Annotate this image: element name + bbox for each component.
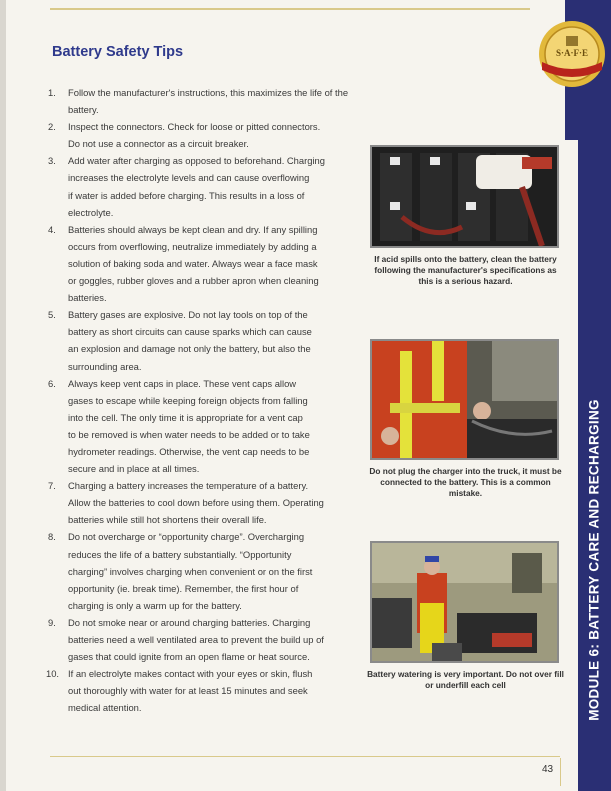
tip-text-line: hydrometer readings. Otherwise, the vent cap needs to be — [68, 445, 310, 457]
tips-list — [48, 84, 366, 716]
tip-number: 2. — [48, 121, 56, 133]
tip-text-line: Batteries should always be kept clean and dry. If any spilling — [68, 223, 318, 235]
tip-item — [48, 118, 366, 152]
tip-text-line: Always keep vent caps in place. These vent caps allow — [68, 377, 297, 389]
tip-text-line: medical attention. — [68, 702, 142, 714]
tip-item — [48, 221, 366, 306]
tip-number: 1. — [48, 87, 56, 98]
tip-number: 8. — [48, 531, 56, 543]
page-edge — [0, 0, 6, 791]
tip-text-line: Charging a battery increases the temperature of a battery. — [68, 480, 309, 492]
tip-number: 6. — [48, 377, 56, 389]
tip-text-line: batteries need a well ventilated area to prevent the build up of — [68, 634, 324, 645]
caption-battery-watering: Battery watering is very important. Do not over fill or underfill each cell — [367, 669, 564, 690]
tip-text-line: gases to escape while keeping foreign objects from falling — [68, 394, 308, 406]
tip-text-line: surrounding area. — [68, 360, 142, 372]
tip-item — [48, 375, 366, 478]
module-label: MODULE 6: BATTERY CARE AND RECHARGING — [586, 399, 602, 721]
tip-text-line: occurs from overflowing, neutralize immediately by adding a — [68, 240, 317, 252]
tip-text-line: charging is only a warm up for the battery. — [68, 599, 242, 611]
caption-acid-spill: If acid spills onto the battery, clean the battery following the manufacturer's specifications as this is a serious hazard. — [374, 254, 557, 286]
tip-text-line: increases the electrolyte levels and can cause overflowing — [68, 172, 310, 184]
tip-text-line: into the cell. The only time it is appropriate for a vent cap — [68, 411, 303, 423]
top-rule — [50, 8, 530, 10]
tip-text-line: solution of baking soda and water. Always wear a face mask — [68, 257, 318, 269]
tip-text-line: reduces the life of a battery substantially. “Opportunity — [68, 548, 292, 560]
caption-charger-plug: Do not plug the charger into the truck, it must be connected to the battery. This is a common mistake. — [369, 466, 562, 498]
photo-acid-spill — [370, 145, 559, 248]
page-number-rule — [560, 758, 561, 786]
tip-item — [48, 614, 366, 665]
bottom-rule — [50, 756, 560, 757]
tip-text-line: electrolyte. — [68, 206, 114, 218]
tip-text-line: charging” involves charging when convenient or on the first — [68, 565, 313, 577]
tip-text-line: out thoroughly with water for at least 15 minutes and seek — [68, 685, 308, 697]
page-title: Battery Safety Tips — [52, 44, 184, 60]
tip-text-line: Do not smoke near or around charging batteries. Charging — [68, 616, 311, 628]
tip-text-line: Inspect the connectors. Check for loose or pitted connectors. — [68, 121, 321, 133]
tip-text-line: batteries while still hot shortens their overall life. — [68, 514, 267, 526]
tip-text-line: secure and in place at all times. — [68, 463, 200, 475]
page-number: 43 — [542, 764, 554, 775]
safe-seal-logo — [536, 18, 608, 90]
tip-item — [48, 665, 366, 716]
tip-text-line: Follow the manufacturer's instructions, this maximizes the life of the battery. — [68, 87, 349, 116]
tip-number: 3. — [48, 155, 56, 167]
seal-text: S·A·F·E — [555, 48, 589, 58]
tip-text-line: Battery gases are explosive. Do not lay tools on top of the — [68, 309, 308, 321]
tip-text-line: opportunity (ie. break time). Remember, the first hour of — [68, 582, 299, 594]
tip-text-line: battery as short circuits can cause sparks which can cause — [68, 326, 312, 338]
tip-text-line: to be removed is when water needs to be added or to take — [68, 428, 310, 440]
tip-number: 10. — [46, 668, 60, 680]
tip-text-line: Do not overcharge or “opportunity charge”. Overcharging — [68, 531, 305, 543]
tip-item — [48, 152, 366, 220]
tip-text-line: If an electrolyte makes contact with your eyes or skin, flush — [68, 668, 313, 680]
tip-item — [48, 84, 366, 118]
tip-number: 5. — [48, 309, 56, 321]
tip-text-line: an explosion and damage not only the battery, but also the — [68, 343, 311, 355]
tip-item — [48, 477, 366, 528]
tip-text-line: gases that could ignite from an open flame or heat source. — [68, 651, 310, 663]
tip-text-line: Add water after charging as opposed to beforehand. Charging — [68, 155, 325, 167]
photo-charger-plug — [370, 339, 559, 460]
tip-text-line: if water is added before charging. This results in a loss of — [68, 189, 305, 201]
tip-text-line: or goggles, rubber gloves and a rubber apron when cleaning — [68, 275, 319, 287]
tip-item — [48, 306, 366, 374]
tip-number: 9. — [48, 616, 56, 628]
tip-text-line: Do not use a connector as a circuit breaker. — [68, 138, 249, 150]
photo-battery-watering — [370, 541, 559, 663]
tip-number: 4. — [48, 223, 56, 235]
tip-text-line: batteries. — [68, 292, 107, 304]
tip-text-line: Allow the batteries to cool down before using them. Operating — [68, 497, 324, 509]
tip-number: 7. — [48, 480, 56, 492]
tip-item — [48, 528, 366, 613]
